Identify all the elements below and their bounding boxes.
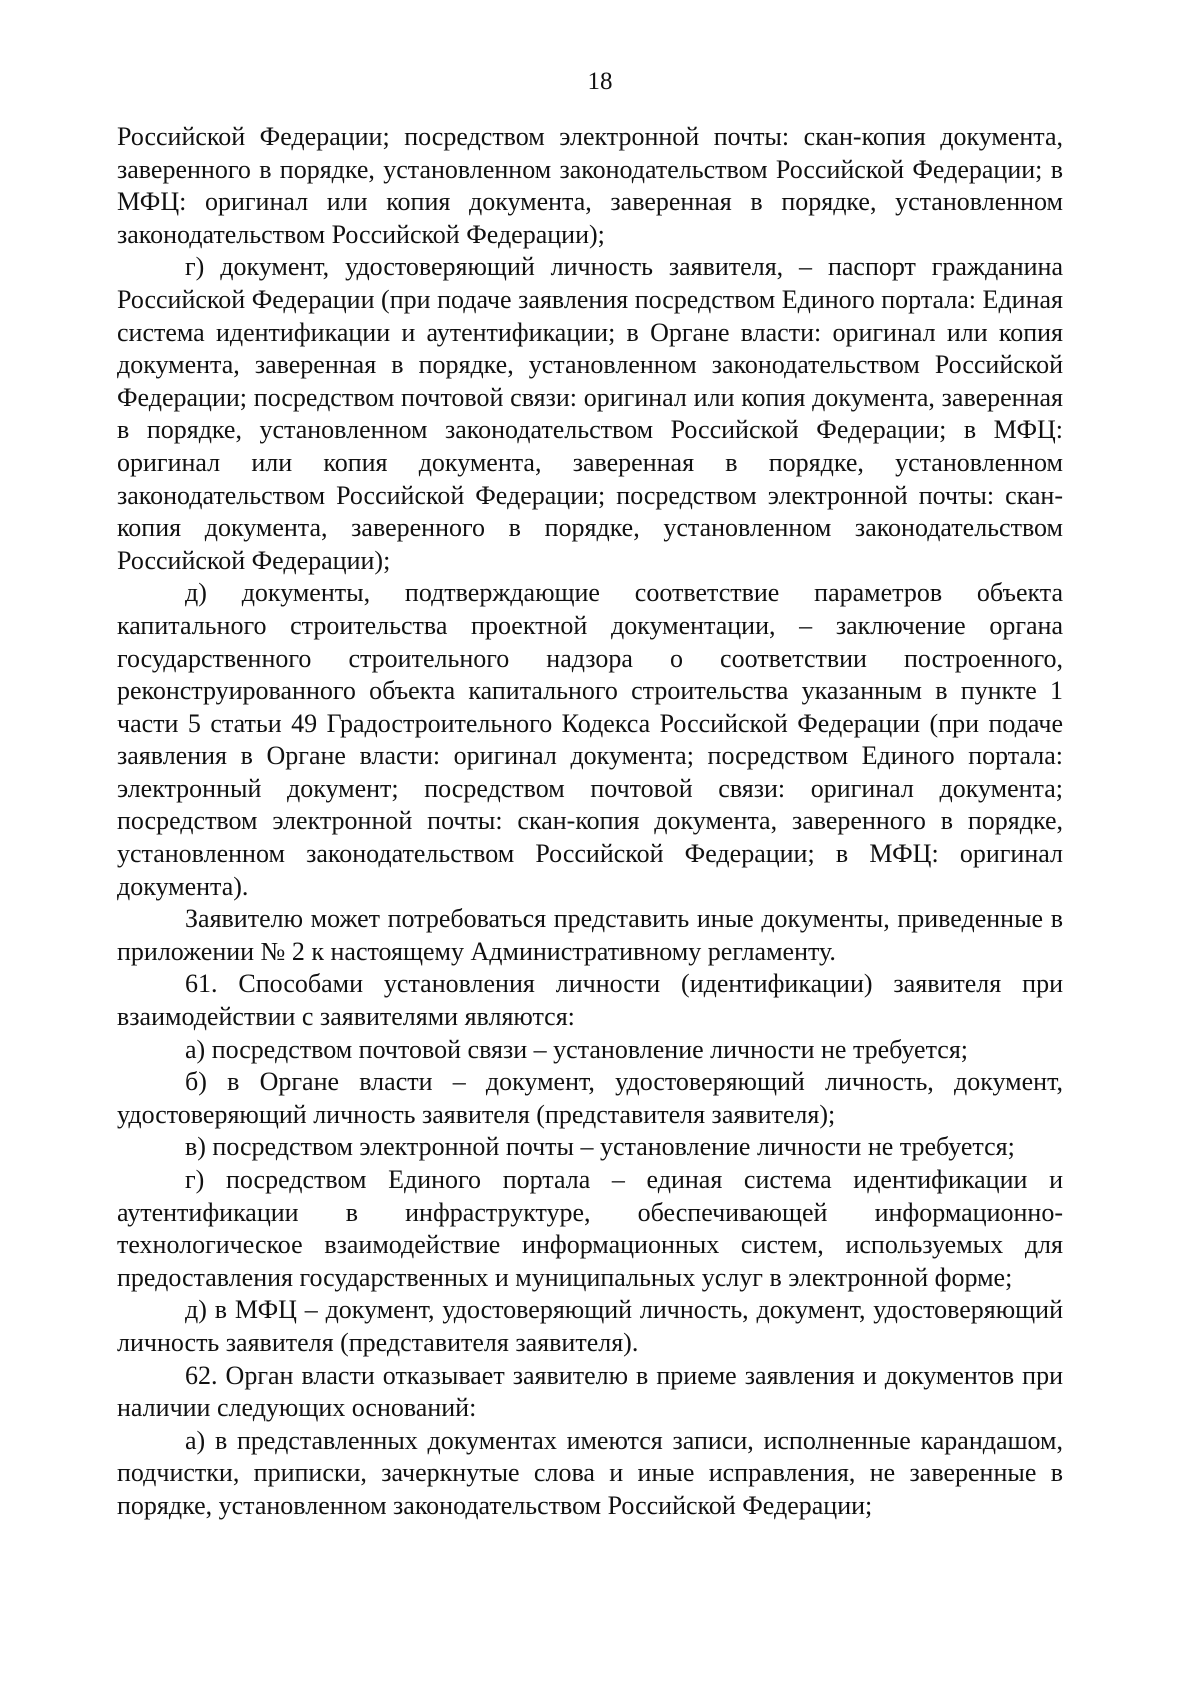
paragraph-continuation: Российской Федерации; посредством электронной почты: скан-копия документа, заверенного в порядке, установленном законодательством Российской Федерации; в МФЦ: оригинал или копия документа, заверенная в порядке, установленном законодательством Российской Федерации); [117, 122, 1063, 249]
paragraph-61-item-b: б) в Органе власти – документ, удостоверяющий личность, документ, удостоверяющий личность заявителя (представителя заявителя); [117, 1067, 1063, 1129]
paragraph-62-refusal-grounds: 62. Орган власти отказывает заявителю в приеме заявления и документов при наличии следующих оснований: [117, 1360, 1063, 1423]
paragraph-other-documents: Заявителю может потребоваться представить иные документы, приведенные в приложении № 2 к настоящему Административному регламенту. [117, 904, 1063, 966]
paragraph-62-item-a: а) в представленных документах имеются записи, исполненные карандашом, подчистки, приписки, зачеркнутые слова и иные исправления, не заверенные в порядке, установленном законодательством Российской Федерации; [117, 1425, 1063, 1520]
paragraph-item-d-conformity-documents: д) документы, подтверждающие соответствие параметров объекта капитального строительства проектной документации, – заключение органа государственного строительного надзора о соответствии построенного, реконструированного объекта капитального строительства указанным в пункте 1 части 5 статьи 49 Градостроительного Кодекса Российской Федерации (при подаче заявления в Органе власти: оригинал документа; посредством Единого портала: электронный документ; посредством почтовой связи: оригинал документа; посредством электронной почты: скан-копия документа, заверенного в порядке, установленном законодательством Российской Федерации; в МФЦ: оригинал документа). [117, 578, 1063, 901]
paragraph-61-item-d: д) в МФЦ – документ, удостоверяющий личность, документ, удостоверяющий личность заявителя (представителя заявителя). [117, 1295, 1063, 1357]
paragraph-61-identification-methods: 61. Способами установления личности (идентификации) заявителя при взаимодействии с заявителями являются: [117, 969, 1063, 1032]
paragraph-item-g-identity-document: г) документ, удостоверяющий личность заявителя, – паспорт гражданина Российской Федерации (при подаче заявления посредством Единого портала: Единая система идентификации и аутентификации; в Органе власти: оригинал или копия документа, заверенная в порядке, установленном законодательством Российской Федерации; посредством почтовой связи: оригинал или копия документа, заверенная в порядке, установленном законодательством Российской Федерации; в МФЦ: оригинал или копия документа, заверенная в порядке, установленном законодательством Российской Федерации; посредством электронной почты: скан-копия документа, заверенного в порядке, установленном законодательством Российской Федерации); [117, 252, 1063, 575]
page-number: 18 [587, 68, 613, 95]
paragraph-61-item-a: а) посредством почтовой связи – установление личности не требуется; [185, 1034, 968, 1064]
paragraph-61-item-g: г) посредством Единого портала – единая система идентификации и аутентификации в инфраструктуре, обеспечивающей информационно-технологическое взаимодействие информационных систем, используемых для предоставления государственных и муниципальных услуг в электронной форме; [117, 1165, 1063, 1292]
document-body [117, 121, 1063, 1523]
paragraph-61-item-v: в) посредством электронной почты – установление личности не требуется; [185, 1132, 1015, 1162]
